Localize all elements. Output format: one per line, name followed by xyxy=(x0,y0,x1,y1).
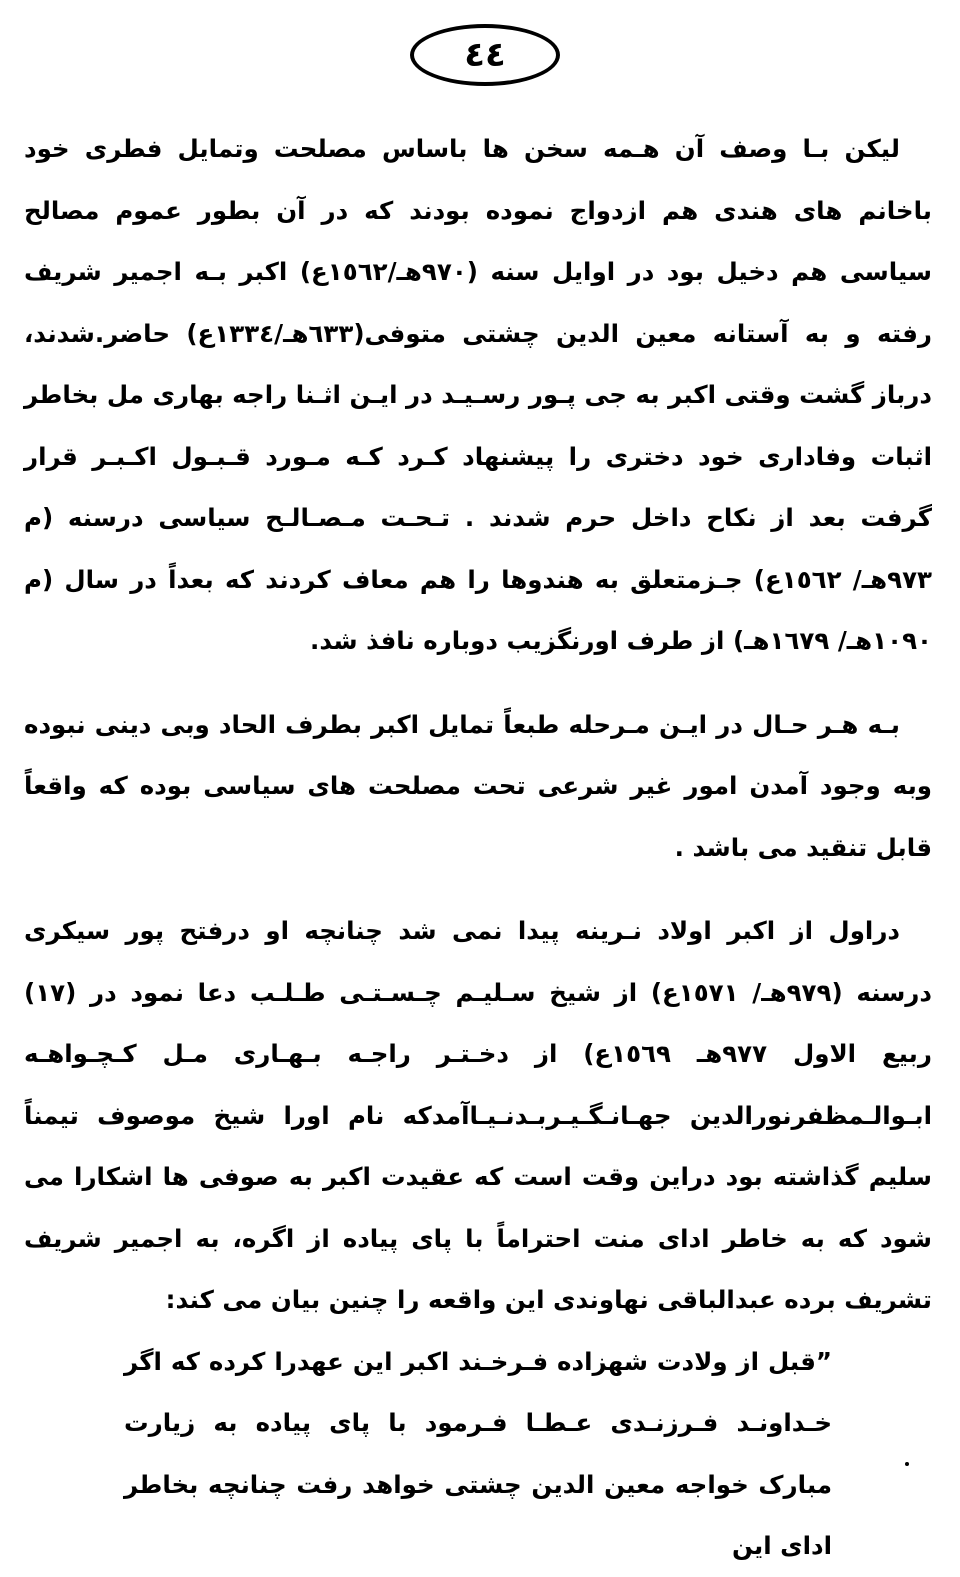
paragraph-2: بـه هـر حـال در ایـن مـرحله طبعاً تمایل اکبر بطرف الحاد وبی دینی نبوده وبه وجود آمدن امور غیر شرعی تحت مصلحت های سیاسی بوده که واقعاً قابل تنقید می باشد . xyxy=(24,709,932,862)
paragraph-3: دراول از اکبر اولاد نـرینه پیدا نمی شد چنانچه او درفتح پور سیکری درسنه (٩٧٩هـ/ ١٥٧١ع) از شیخ سـلیـم چـسـتـی طـلـب دعا نمود در (١٧) ربیع الاول ٩٧٧هـ ١٥٦٩ع) از دخـتـر راجـه بـهـاری مـل کـچـواهـه ابـوالـمظفرنورالدین جهـانـگـیـربـدنـیـاآمدکه نام اورا شیخ موصوف تیمناً سلیم گذاشته بود دراین وقت است که عقیدت اکبر به صوفی ها اشکارا می شود که به خاطر ادای منت احتراماً با پای پیاده از اگره، به اجمیر شریف تشریف برده عبدالباقی نهاوندی این واقعه را چنین بیان می کند: xyxy=(24,916,932,1314)
scan-speck xyxy=(905,1462,909,1466)
paragraph-gap xyxy=(24,672,932,694)
page-number xyxy=(410,24,560,86)
page-number-text: ٤٤ xyxy=(464,35,506,75)
paragraph-gap xyxy=(24,878,932,900)
paragraph-1: لیکن بـا وصف آن هـمه سخن ها باساس مصلحت وتمایل فطری خود باخانم های هندی هم ازدواج نموده بودند که در آن بطور عموم مصالح سیاسی هم دخیل بود در اوایل سنه (٩٧٠هـ/١٥٦٢ع) اکبر بـه اجمیر شریف رفته و به آستانه معین الدین چشتی متوفی(٦٣٣هـ/١٣٣٤ع) حاضر.شدند، درباز گشت وقتی اکبر به جی پـور رسـیـد در ایـن اثـنا راجه بهاری مل بخاطر اثبات وفاداری خود دختری را پیشنهاد کـرد کـه مـورد قـبـول اکـبـر قرار گرفت بعد از نکاح داخل حرم شدند . تـحـت مـصـالـح سیاسی درسنه (م ٩٧٣هـ/ ١٥٦٢ع) جـزمتعلق به هندوها را هم معاف کردند که بعداً در سال (م ١٠٩٠هـ/ ١٦٧٩هـ) از طرف اورنگزیب دوباره نافذ شد. xyxy=(24,134,932,655)
body-text xyxy=(24,118,932,1577)
block-quote: ”قبل از ولادت شهزاده فـرخـند اکبر این عهدرا کرده که اگر خـداونـد فـرزنـدی عـطـا فـرمود با پای پیاده به زیارت مبارک خواجه معین الدین چشتی خواهد رفت چنانچه بخاطر ادای این xyxy=(124,1346,832,1560)
